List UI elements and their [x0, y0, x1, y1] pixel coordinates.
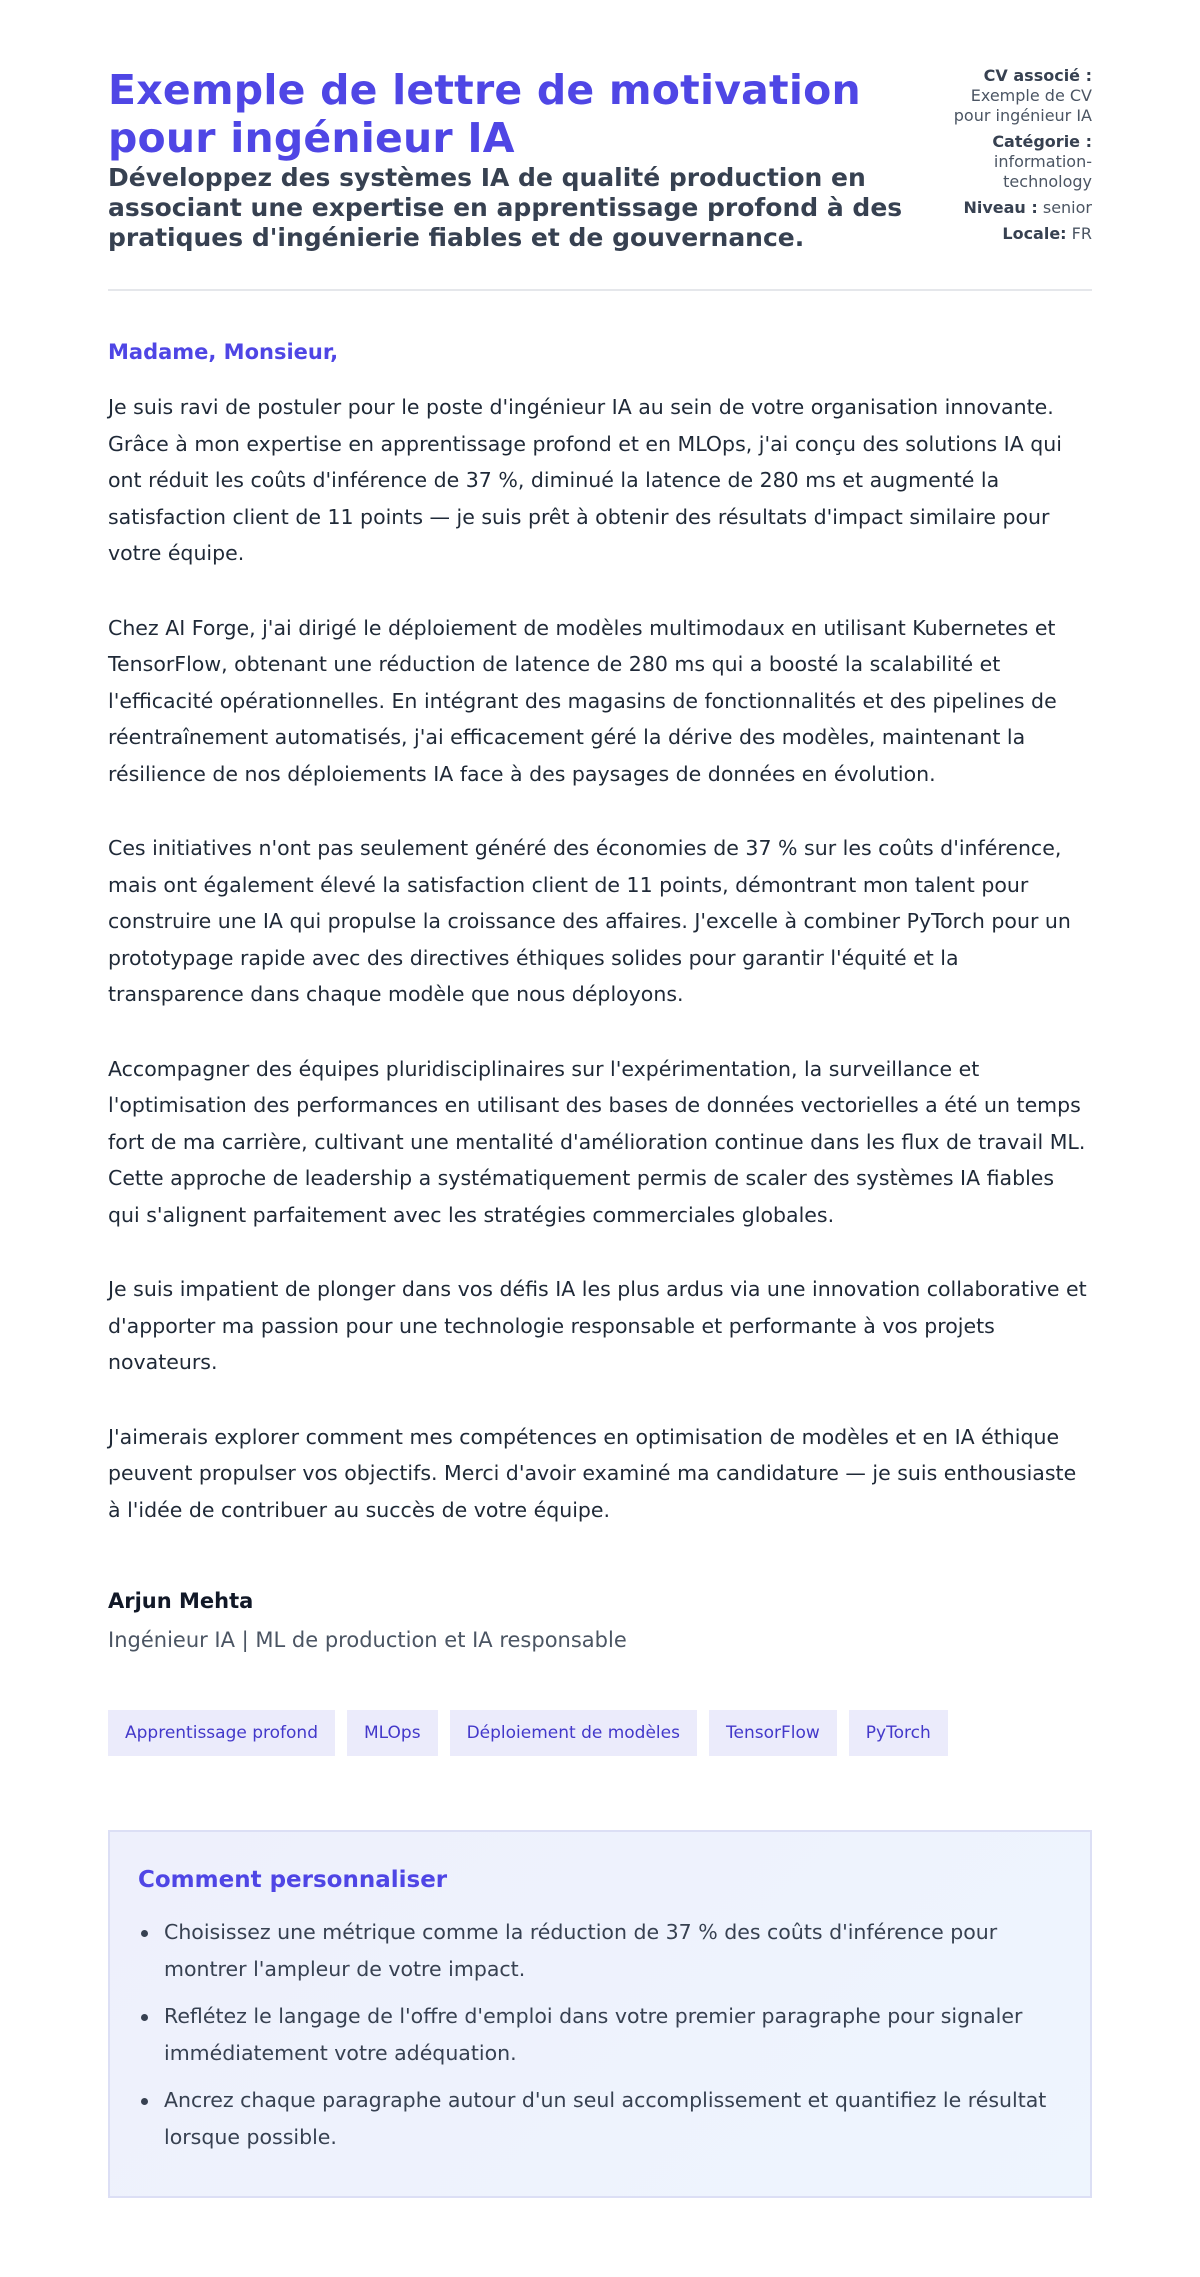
letter-paragraph: J'aimerais explorer comment mes compétences en optimisation de modèles et en IA éthique peuvent propulser vos objectifs. Merci d'avoir examiné ma candidature — je suis enthousiaste à l'idée de contribuer au succès de votre équipe. — [108, 1424, 1077, 1522]
meta-related-cv — [942, 66, 1092, 126]
meta-level-value: senior — [1042, 198, 1092, 217]
header-titles — [108, 66, 938, 253]
meta-related-cv-value: Exemple de CV pour ingénieur IA — [953, 86, 1092, 125]
skill-tag: Apprentissage profond — [108, 1710, 335, 1756]
customization-tips-box — [108, 1830, 1092, 2198]
signature-title: Ingénieur IA | ML de production et IA responsable — [108, 1628, 627, 1652]
letter-paragraph: Ces initiatives n'ont pas seulement généré des économies de 37 % sur les coûts d'inférence, mais ont également élevé la satisfaction client de 11 points, démontrant mon talent pour construire une IA qui propulse la croissance des affaires. J'excelle à combiner PyTorch pour un prototypage rapide avec des directives éthiques solides pour garantir l'équité et la transparence dans chaque modèle que nous déployons. — [108, 836, 1071, 1006]
tip-item: Choisissez une métrique comme la réduction de 37 % des coûts d'inférence pour montrer l'ampleur de votre impact. — [138, 1914, 1062, 1987]
metadata-panel — [942, 66, 1092, 250]
page-header — [108, 66, 1092, 291]
meta-related-cv-label: CV associé : — [983, 66, 1092, 85]
tips-list — [138, 1914, 1062, 2155]
salutation: Madame, Monsieur, — [108, 340, 339, 364]
skill-tag: TensorFlow — [709, 1710, 837, 1756]
skill-tag: Déploiement de modèles — [450, 1710, 697, 1756]
letter-paragraph: Accompagner des équipes pluridisciplinaires sur l'expérimentation, la surveillance et l'optimisation des performances en utilisant des bases de données vectorielles a été un temps fort de ma carrière, cultivant une mentalité d'amélioration continue dans les flux de travail ML. Cette approche de leadership a systématiquement permis de scaler des systèmes IA fiables qui s'alignent parfaitement avec les stratégies commerciales globales. — [108, 1056, 1086, 1227]
meta-level — [942, 198, 1092, 218]
letter-paragraph: Chez AI Forge, j'ai dirigé le déploiement de modèles multimodaux en utilisant Kubernetes et TensorFlow, obtenant une réduction de latence de 280 ms qui a boosté la scalabilité et l'efficacité opérationnelles. En intégrant des magasins de fonctionnalités et des pipelines de réentraînement automatisés, j'ai efficacement géré la dérive des modèles, maintenant la résilience de nos déploiements IA face à des paysages de données en évolution. — [108, 615, 1057, 786]
skill-tag: MLOps — [347, 1710, 438, 1756]
meta-locale-label: Locale: — [1002, 224, 1067, 243]
meta-category-label: Catégorie : — [992, 132, 1092, 151]
meta-level-label: Niveau : — [963, 198, 1038, 217]
letter-paragraph: Je suis ravi de postuler pour le poste d'ingénieur IA au sein de votre organisation innovante. Grâce à mon expertise en apprentissage profond et en MLOps, j'ai conçu des solutions IA qui ont réduit les coûts d'inférence de 37 %, diminué la latence de 280 ms et augmenté la satisfaction client de 11 points — je suis prêt à obtenir des résultats d'impact similaire pour votre équipe. — [108, 395, 1062, 565]
signature-name: Arjun Mehta — [108, 1589, 254, 1613]
page-title: Exemple de lettre de motivation pour ingénieur IA — [108, 66, 861, 162]
meta-locale — [942, 224, 1092, 244]
meta-locale-value: FR — [1071, 224, 1092, 243]
skill-tag: PyTorch — [849, 1710, 948, 1756]
meta-category — [942, 132, 1092, 192]
page-subtitle: Développez des systèmes IA de qualité production en associant une expertise en apprentissage profond à des pratiques d'ingénierie fiables et de gouvernance. — [108, 163, 903, 252]
tip-item: Ancrez chaque paragraphe autour d'un seul accomplissement et quantifiez le résultat lorsque possible. — [138, 2082, 1062, 2155]
signature-block — [108, 1588, 1092, 1654]
skill-tags — [108, 1710, 1092, 1756]
tips-title: Comment personnaliser — [138, 1867, 448, 1893]
letter-paragraph: Je suis impatient de plonger dans vos défis IA les plus ardus via une innovation collaborative et d'apporter ma passion pour une technologie responsable et performante à vos projets novateurs. — [108, 1277, 1087, 1374]
meta-category-value: information-technology — [993, 152, 1092, 191]
letter-body — [108, 291, 1092, 1528]
tip-item: Reflétez le langage de l'offre d'emploi dans votre premier paragraphe pour signaler immédiatement votre adéquation. — [138, 1998, 1062, 2071]
